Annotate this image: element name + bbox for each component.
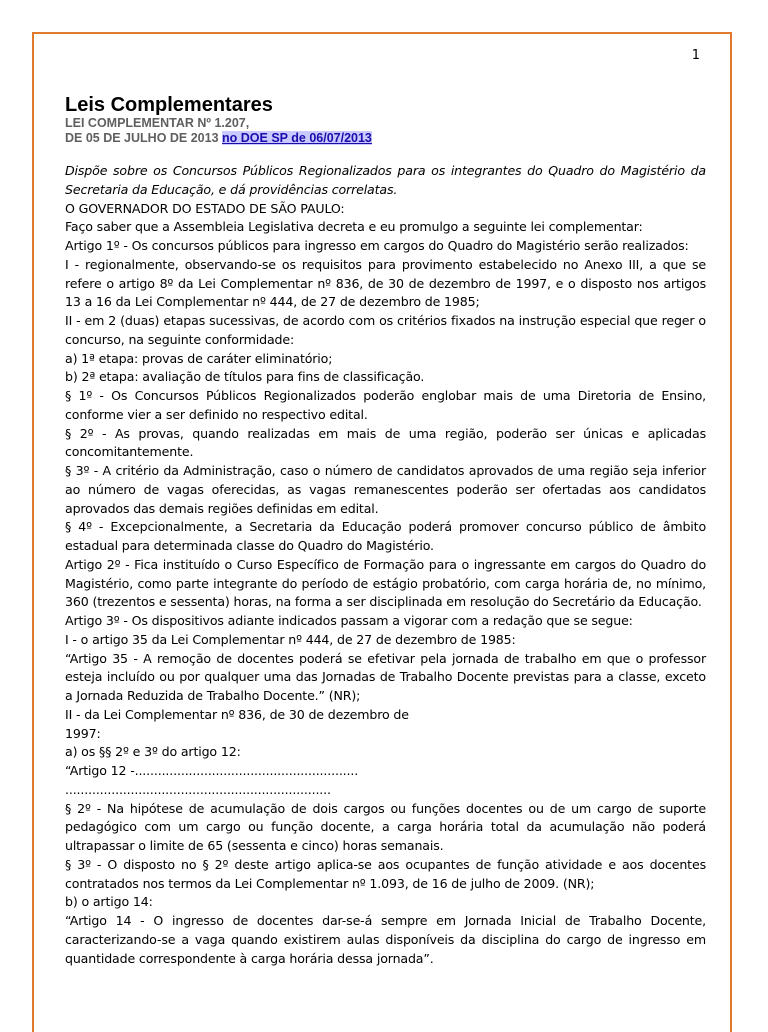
law-date <box>65 131 706 146</box>
law-paragraph: “Artigo 14 - O ingresso de docentes dar-se-á sempre em Jornada Inicial de Trabalho Docente, caracterizando-se a vaga quando existirem aulas disponíveis da disciplina do cargo de ingresso em quantidade correspondente à carga horária dessa jornada”. <box>65 913 706 966</box>
law-paragraph: b) o artigo 14: <box>65 894 153 910</box>
law-paragraph: § 3º - A critério da Administração, caso o número de candidatos aprovados de uma região seja inferior ao número de vagas oferecidas, as vagas remanescentes poderão ser ofertadas aos candidatos aprovados das demais regiões definidas em edital. <box>65 463 706 516</box>
page-number: 1 <box>691 48 700 63</box>
law-paragraph: § 1º - Os Concursos Públicos Regionalizados poderão englobar mais de uma Diretoria de Ensino, conforme vier a ser definido no respectivo edital. <box>65 388 706 422</box>
document-page <box>32 32 732 1032</box>
law-paragraph: Artigo 2º - Fica instituído o Curso Específico de Formação para o ingressante em cargos do Quadro do Magistério, como parte integrante do período de estágio probatório, com carga horária de, no mínimo, 360 (trezentos e sessenta) horas, na forma a ser disciplinada em resolução do Secretário da Educação. <box>65 556 706 610</box>
law-paragraph: § 2º - Na hipótese de acumulação de dois cargos ou funções docentes ou de um cargo de suporte pedagógico com um cargo ou função docente, a carga horária total da acumulação não poderá ultrapassar o limite de 65 (sessenta e cinco) horas semanais. <box>65 800 706 853</box>
law-body <box>65 162 706 968</box>
law-paragraph: I - regionalmente, observando-se os requisitos para provimento estabelecido no Anexo III, a que se refere o artigo 8º da Lei Complementar nº 836, de 30 de dezembro de 1997, e o disposto nos artigos 13 a 16 da Lei Complementar nº 444, de 27 de dezembro de 1985; <box>65 256 706 310</box>
law-paragraph: a) 1ª etapa: provas de caráter eliminatório; <box>65 350 333 366</box>
law-paragraph: I - o artigo 35 da Lei Complementar nº 444, de 27 de dezembro de 1985: <box>65 631 516 647</box>
document-content <box>65 94 706 968</box>
law-paragraph: II - da Lei Complementar nº 836, de 30 de dezembro de <box>65 706 409 722</box>
doe-link[interactable]: no DOE SP de 06/07/2013 <box>222 131 372 145</box>
law-date-text: DE 05 DE JULHO DE 2013 <box>65 131 219 145</box>
law-paragraph: II - em 2 (duas) etapas sucessivas, de acordo com os critérios fixados na instrução especial que reger o concurso, na seguinte conformidade: <box>65 313 706 347</box>
law-paragraph: Artigo 1º - Os concursos públicos para ingresso em cargos do Quadro do Magistério serão realizados: <box>65 238 689 253</box>
law-number: LEI COMPLEMENTAR Nº 1.207, <box>65 116 250 130</box>
law-paragraph: 1997: <box>65 725 101 741</box>
law-paragraph: “Artigo 35 - A remoção de docentes poderá se efetivar pela jornada de trabalho em que o professor esteja incluído ou por qualquer uma das Jornadas de Trabalho Docente previstas para a classe, exceto a Jornada Reduzida de Trabalho Docente.” (NR); <box>65 650 706 703</box>
law-paragraph: § 2º - As provas, quando realizadas em mais de uma região, poderão ser únicas e aplicadas concomitantemente. <box>65 425 706 460</box>
law-paragraph: a) os §§ 2º e 3º do artigo 12: <box>65 744 241 760</box>
law-paragraph: “Artigo 12 -.......................................................... <box>65 763 359 778</box>
law-paragraph: Artigo 3º - Os dispositivos adiante indicados passam a vigorar com a redação que se segue: <box>65 613 633 628</box>
law-paragraph: Faço saber que a Assembleia Legislativa decreta e eu promulgo a seguinte lei complementar: <box>65 219 643 235</box>
law-paragraph: b) 2ª etapa: avaliação de títulos para fins de classificação. <box>65 369 425 385</box>
page-title: Leis Complementares <box>65 94 273 116</box>
law-paragraph: § 4º - Excepcionalmente, a Secretaria da Educação poderá promover concurso público de âmbito estadual para determinada classe do Quadro do Magistério. <box>65 519 706 553</box>
law-paragraph: ..................................................................... <box>65 781 331 797</box>
law-paragraph: § 3º - O disposto no § 2º deste artigo aplica-se aos ocupantes de função atividade e aos docentes contratados nos termos da Lei Complementar nº 1.093, de 16 de julho de 2009. (NR); <box>65 856 706 891</box>
law-paragraph: Dispõe sobre os Concursos Públicos Regionalizados para os integrantes do Quadro do Magistério da Secretaria da Educação, e dá providências correlatas. <box>65 163 706 197</box>
law-paragraph: O GOVERNADOR DO ESTADO DE SÃO PAULO: <box>65 200 345 216</box>
